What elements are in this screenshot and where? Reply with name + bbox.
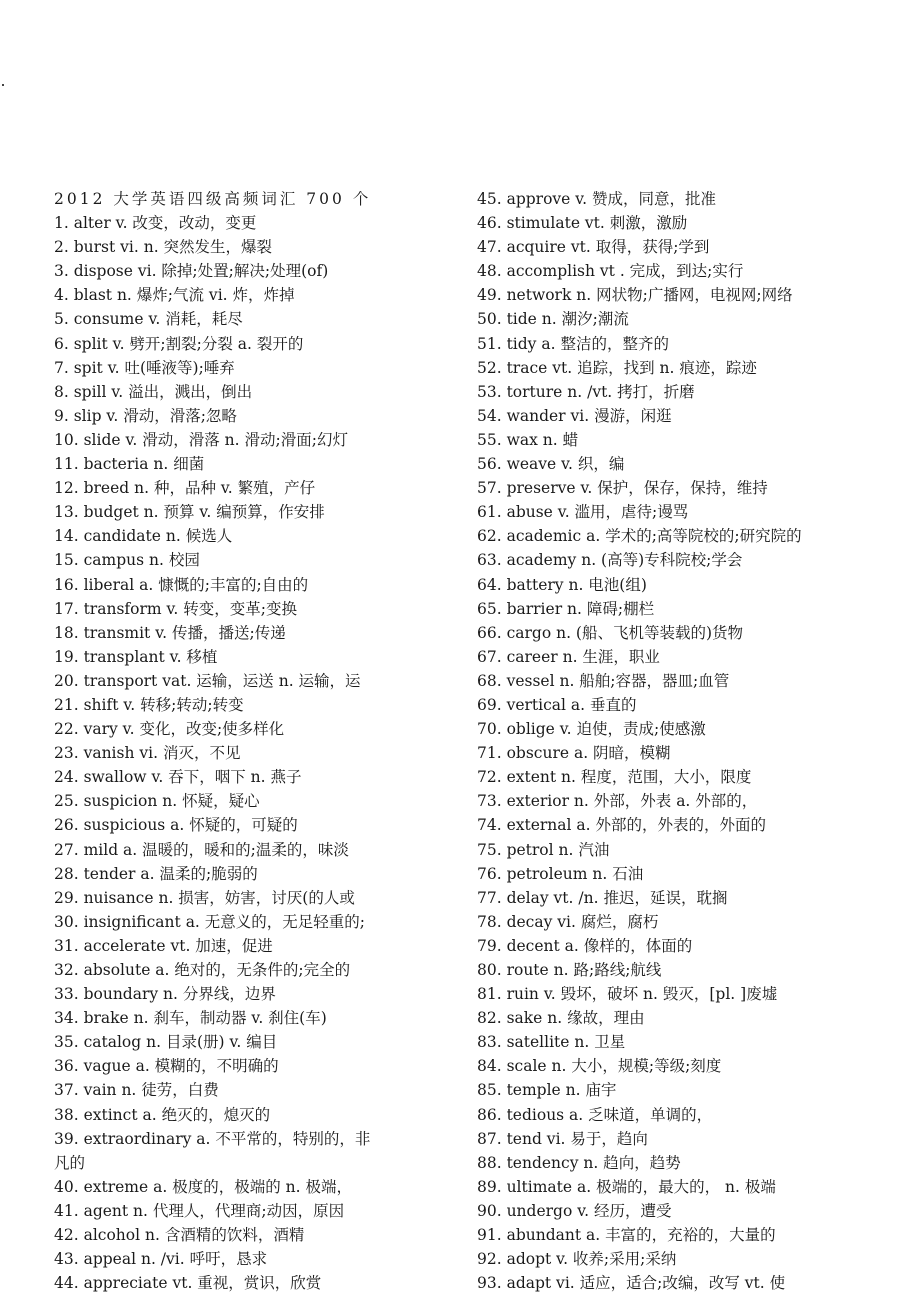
document-title: 2012 大学英语四级高频词汇 700 个	[54, 190, 372, 208]
vocab-entry: 4. blast n. 爆炸;气流 vi. 炸，炸掉	[54, 286, 295, 305]
vocab-entry: 76. petroleum n. 石油	[477, 864, 644, 883]
vocab-entry: 79. decent a. 像样的，体面的	[477, 936, 693, 955]
vocab-entry: 67. career n. 生涯，职业	[477, 647, 660, 666]
vocab-entry: 45. approve v. 赞成，同意，批准	[477, 190, 717, 208]
vocab-entry: 26. suspicious a. 怀疑的，可疑的	[54, 816, 298, 835]
vocab-entry: 41. agent n. 代理人，代理商;动因，原因	[54, 1201, 345, 1220]
vocab-entry: 75. petrol n. 汽油	[477, 840, 610, 859]
vocab-list-left	[54, 211, 454, 1295]
vocab-entry: 29. nuisance n. 损害，妨害，讨厌(的人或	[54, 888, 355, 907]
vocab-entry: 83. satellite n. 卫星	[477, 1033, 626, 1052]
page-mark-dot	[2, 84, 4, 86]
vocab-entry: 21. shift v. 转移;转动;转变	[54, 695, 244, 714]
vocab-entry: 74. external a. 外部的，外表的，外面的	[477, 816, 767, 835]
vocab-entry: 1. alter v. 改变，改动，变更	[54, 214, 257, 233]
vocab-entry: 69. vertical a. 垂直的	[477, 695, 637, 714]
vocab-entry: 53. torture n. /vt. 拷打，折磨	[477, 382, 695, 401]
vocab-entry: 7. spit v. 吐(唾液等);唾弃	[54, 358, 235, 377]
vocab-entry: 32. absolute a. 绝对的，无条件的;完全的	[54, 961, 351, 979]
vocab-entry: 11. bacteria n. 细菌	[54, 455, 205, 474]
vocab-entry: 93. adapt vi. 适应，适合;改编，改写 vt. 使	[477, 1274, 786, 1293]
vocab-entry: 61. abuse v. 滥用，虐待;谩骂	[477, 503, 689, 522]
vocab-entry: 77. delay vt. /n. 推迟，延误，耽搁	[477, 888, 728, 907]
vocab-entry: 39. extraordinary a. 不平常的，特别的，非	[54, 1129, 371, 1148]
vocab-entry: 50. tide n. 潮汐;潮流	[477, 310, 629, 329]
vocab-entry: 38. extinct a. 绝灭的，熄灭的	[54, 1105, 271, 1124]
vocab-entry: 68. vessel n. 船舶;容器，器皿;血管	[477, 671, 730, 690]
vocab-entry: 71. obscure a. 阴暗，模糊	[477, 744, 671, 763]
vocab-entry: 43. appeal n. /vi. 呼吁，恳求	[54, 1250, 268, 1269]
vocab-entry: 22. vary v. 变化，改变;使多样化	[54, 720, 285, 739]
vocab-entry: 54. wander vi. 漫游，闲逛	[477, 406, 672, 425]
vocab-entry: 84. scale n. 大小，规模;等级;刻度	[477, 1057, 722, 1076]
vocab-entry: 86. tedious a. 乏味道，单调的，	[477, 1105, 713, 1124]
vocab-entry: 49. network n. 网状物;广播网，电视网;网络	[477, 286, 793, 305]
vocab-entry: 14. candidate n. 候选人	[54, 527, 233, 546]
vocab-entry: 27. mild a. 温暖的，暖和的;温柔的，味淡	[54, 840, 349, 859]
vocab-entry: 24. swallow v. 吞下，咽下 n. 燕子	[54, 768, 302, 787]
vocab-entry: 18. transmit v. 传播，播送;传递	[54, 623, 286, 642]
vocab-entry: 3. dispose vi. 除掉;处置;解决;处理(of)	[54, 262, 329, 281]
vocab-entry: 6. split v. 劈开;割裂;分裂 a. 裂开的	[54, 334, 304, 353]
vocab-entry: 57. preserve v. 保护，保存，保持，维持	[477, 479, 768, 498]
vocab-entry: 8. spill v. 溢出，溅出，倒出	[54, 382, 253, 401]
vocab-entry: 13. budget n. 预算 v. 编预算，作安排	[54, 503, 325, 522]
vocab-entry: 25. suspicion n. 怀疑，疑心	[54, 792, 260, 811]
vocab-entry: 9. slip v. 滑动，滑落;忽略	[54, 406, 237, 425]
vocab-entry: 82. sake n. 缘故，理由	[477, 1009, 645, 1028]
vocab-entry: 72. extent n. 程度，范围，大小，限度	[477, 768, 752, 787]
vocab-entry: 36. vague a. 模糊的，不明确的	[54, 1057, 279, 1076]
vocab-entry: 16. liberal a. 慷慨的;丰富的;自由的	[54, 575, 309, 594]
vocab-entry: 64. battery n. 电池(组)	[477, 575, 647, 594]
vocab-entry: 17. transform v. 转变，变革;变换	[54, 599, 297, 618]
vocab-entry: 31. accelerate vt. 加速，促进	[54, 936, 273, 955]
vocab-entry: 34. brake n. 刹车，制动器 v. 刹住(车)	[54, 1009, 327, 1028]
vocab-entry: 35. catalog n. 目录(册) v. 编目	[54, 1033, 278, 1052]
vocab-entry: 66. cargo n. (船、飞机等装载的)货物	[477, 623, 744, 642]
vocab-list-right	[477, 187, 897, 1295]
vocab-entry: 28. tender a. 温柔的;脆弱的	[54, 864, 258, 883]
vocab-entry: 55. wax n. 蜡	[477, 430, 579, 449]
vocab-entry: 19. transplant v. 移植	[54, 647, 218, 666]
vocab-column-right	[477, 187, 897, 1295]
vocab-entry: 44. appreciate vt. 重视，赏识，欣赏	[54, 1274, 322, 1293]
vocab-entry: 90. undergo v. 经历，遭受	[477, 1201, 672, 1220]
vocab-entry: 23. vanish vi. 消灭，不见	[54, 744, 241, 763]
vocab-entry: 85. temple n. 庙宇	[477, 1081, 617, 1100]
vocab-entry: 2. burst vi. n. 突然发生，爆裂	[54, 238, 273, 257]
vocab-entry: 65. barrier n. 障碍;棚栏	[477, 599, 655, 618]
vocab-entry: 80. route n. 路;路线;航线	[477, 961, 662, 979]
vocab-entry: 凡的	[54, 1153, 86, 1172]
vocab-entry: 30. insignificant a. 无意义的，无足轻重的;	[54, 912, 366, 931]
vocab-entry: 5. consume v. 消耗，耗尽	[54, 310, 243, 329]
vocab-entry: 81. ruin v. 毁坏，破坏 n. 毁灭，[pl. ]废墟	[477, 985, 778, 1004]
vocab-entry: 73. exterior n. 外部，外表 a. 外部的，	[477, 792, 758, 811]
vocab-entry: 87. tend vi. 易于，趋向	[477, 1129, 648, 1148]
vocab-entry: 33. boundary n. 分界线，边界	[54, 985, 276, 1004]
vocab-entry: 47. acquire vt. 取得，获得;学到	[477, 238, 710, 257]
vocab-entry: 46. stimulate vt. 刺激，激励	[477, 214, 688, 233]
vocab-column-left	[54, 187, 454, 1295]
vocab-entry: 40. extreme a. 极度的，极端的 n. 极端，	[54, 1177, 352, 1196]
vocab-entry: 10. slide v. 滑动，滑落 n. 滑动;滑面;幻灯	[54, 430, 348, 449]
vocab-entry: 70. oblige v. 迫使，责成;使感激	[477, 720, 706, 739]
vocab-entry: 89. ultimate a. 极端的，最大的， n. 极端	[477, 1177, 776, 1196]
vocab-entry: 48. accomplish vt . 完成，到达;实行	[477, 262, 744, 281]
vocab-entry: 12. breed n. 种，品种 v. 繁殖，产仔	[54, 479, 316, 498]
vocab-entry: 92. adopt v. 收养;采用;采纳	[477, 1250, 677, 1269]
vocab-entry: 62. academic a. 学术的;高等院校的;研究院的	[477, 527, 802, 546]
vocab-entry: 63. academy n. (高等)专科院校;学会	[477, 551, 743, 570]
vocab-entry: 42. alcohol n. 含酒精的饮料，酒精	[54, 1226, 305, 1245]
vocab-entry: 78. decay vi. 腐烂，腐朽	[477, 912, 659, 931]
vocab-entry: 15. campus n. 校园	[54, 551, 200, 570]
vocab-entry: 52. trace vt. 追踪，找到 n. 痕迹，踪迹	[477, 358, 757, 377]
vocab-entry: 56. weave v. 织，编	[477, 455, 625, 474]
vocab-entry: 20. transport vat. 运输，运送 n. 运输，运	[54, 671, 361, 690]
vocab-entry: 88. tendency n. 趋向，趋势	[477, 1153, 681, 1172]
vocab-entry: 91. abundant a. 丰富的，充裕的，大量的	[477, 1226, 776, 1245]
vocab-entry: 51. tidy a. 整洁的，整齐的	[477, 334, 669, 353]
vocab-entry: 37. vain n. 徒劳，白费	[54, 1081, 219, 1100]
